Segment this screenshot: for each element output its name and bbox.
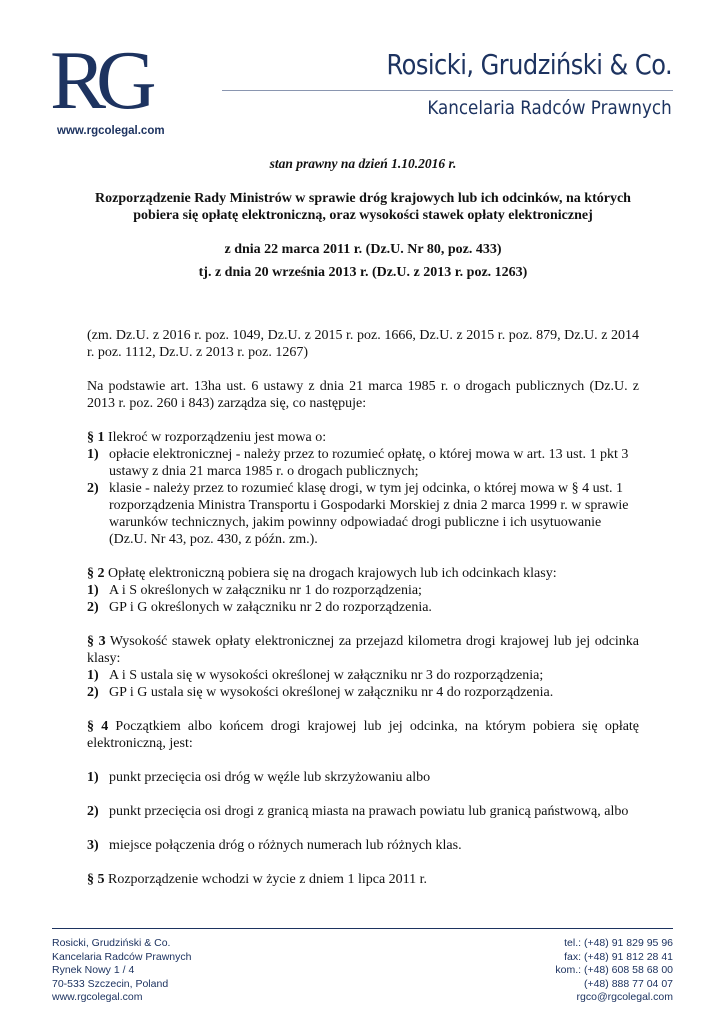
section-mark: § 1 bbox=[87, 430, 105, 445]
footer-mobile: kom.: (+48) 608 58 68 00 bbox=[555, 964, 673, 976]
section-mark: § 2 bbox=[87, 566, 105, 581]
legal-basis: Na podstawie art. 13ha ust. 6 ustawy z dnia 21 marca 1985 r. o drogach publicznych (Dz.U. z 2013 r. poz. 260 i 843) zarządza się, co następuje: bbox=[87, 379, 639, 411]
section-mark: § 3 bbox=[87, 634, 106, 649]
footer-address bbox=[52, 937, 191, 1005]
footer-contact bbox=[555, 937, 673, 1005]
section-lead: Opłatę elektroniczną pobiera się na drogach krajowych lub ich odcinkach klasy: bbox=[108, 566, 557, 581]
header-divider bbox=[222, 90, 673, 91]
footer-street: Rynek Nowy 1 / 4 bbox=[52, 964, 135, 976]
legal-status-date: stan prawny na dzień 1.10.2016 r. bbox=[269, 156, 457, 171]
list-item: 2) klasie - należy przez to rozumieć klasę drogi, w tym jej odcinka, o której mowa w § 4 ust. 1 rozporządzenia Ministra Transportu i Gospodarki Morskiej z dnia 2 marca 1999 r. w sprawie warunków technicznych, jakim powinny odpowiadać drogi publiczne i ich usytuowanie (Dz.U. Nr 43, poz. 430, z późn. zm.). bbox=[87, 481, 629, 547]
section-4 bbox=[87, 718, 639, 854]
section-mark: § 5 bbox=[87, 872, 105, 887]
firm-subtitle: Kancelaria Radców Prawnych bbox=[427, 97, 672, 119]
section-5 bbox=[87, 871, 639, 888]
footer-city: 70-533 Szczecin, Poland bbox=[52, 977, 169, 990]
footer-phone: tel.: (+48) 91 829 95 96 bbox=[564, 937, 673, 949]
document-title: Rozporządzenie Rady Ministrów w sprawie dróg krajowych lub ich odcinków, na których pobiera się opłatę elektroniczną, oraz wysokości stawek opłaty elektronicznej bbox=[95, 191, 631, 223]
footer-website[interactable]: www.rgcolegal.com bbox=[52, 991, 143, 1003]
footer-mobile-2: (+48) 888 77 04 07 bbox=[583, 977, 673, 990]
rg-logo: RG bbox=[50, 34, 147, 127]
list-item: 1) opłacie elektronicznej - należy przez to rozumieć opłatę, o której mowa w art. 13 ust. 1 pkt 3 ustawy z dnia 21 marca 1985 r. o drogach publicznych; bbox=[87, 447, 629, 479]
amendments: (zm. Dz.U. z 2016 r. poz. 1049, Dz.U. z 2015 r. poz. 1666, Dz.U. z 2015 r. poz. 879, Dz.U. z 2014 r. poz. 1112, Dz.U. z 2013 r. poz. 1267) bbox=[87, 328, 639, 360]
footer-divider bbox=[52, 928, 673, 929]
document-body bbox=[87, 150, 639, 888]
footer-fax: fax: (+48) 91 812 28 41 bbox=[564, 950, 673, 963]
section-3 bbox=[87, 633, 639, 701]
section-mark: § 4 bbox=[87, 719, 109, 734]
section-2 bbox=[87, 565, 639, 616]
list-item: 2) punkt przecięcia osi drogi z granicą miasta na prawach powiatu lub granicą państwową, albo bbox=[87, 804, 629, 819]
list-item: 1) punkt przecięcia osi dróg w węźle lub skrzyżowaniu albo bbox=[87, 770, 431, 785]
footer-email[interactable]: rgco@rgcolegal.com bbox=[576, 991, 673, 1003]
list-item: 3) miejsce połączenia dróg o różnych numerach lub różnych klas. bbox=[87, 838, 462, 853]
section-lead: Wysokość stawek opłaty elektronicznej za przejazd kilometra drogi krajowej lub jej odcinka klasy: bbox=[87, 634, 640, 666]
section-lead: Rozporządzenie wchodzi w życie z dniem 1 lipca 2011 r. bbox=[108, 872, 428, 887]
publication-date: z dnia 22 marca 2011 r. (Dz.U. Nr 80, poz. 433) bbox=[224, 242, 502, 257]
list-item: 1) A i S ustala się w wysokości określonej w załączniku nr 3 do rozporządzenia; bbox=[87, 668, 544, 683]
footer-firm-subtitle: Kancelaria Radców Prawnych bbox=[52, 950, 192, 963]
consolidated-date: tj. z dnia 20 września 2013 r. (Dz.U. z 2013 r. poz. 1263) bbox=[198, 265, 528, 280]
section-1 bbox=[87, 429, 639, 548]
footer bbox=[52, 928, 673, 1005]
list-item: 2) GP i G określonych w załączniku nr 2 do rozporządzenia. bbox=[87, 600, 432, 615]
footer-firm-name: Rosicki, Grudziński & Co. bbox=[52, 937, 171, 949]
section-lead: Początkiem albo końcem drogi krajowej lub jej odcinka, na którym pobiera się opłatę elektroniczną, jest: bbox=[87, 719, 640, 751]
letterhead bbox=[0, 0, 725, 150]
list-item: 1) A i S określonych w załączniku nr 1 do rozporządzenia; bbox=[87, 583, 422, 598]
list-item: 2) GP i G ustala się w wysokości określonej w załączniku nr 4 do rozporządzenia. bbox=[87, 685, 554, 700]
firm-name: Rosicki, Grudziński & Co. bbox=[386, 48, 672, 81]
section-lead: Ilekroć w rozporządzeniu jest mowa o: bbox=[108, 430, 327, 445]
logo-url[interactable]: www.rgcolegal.com bbox=[57, 125, 165, 137]
